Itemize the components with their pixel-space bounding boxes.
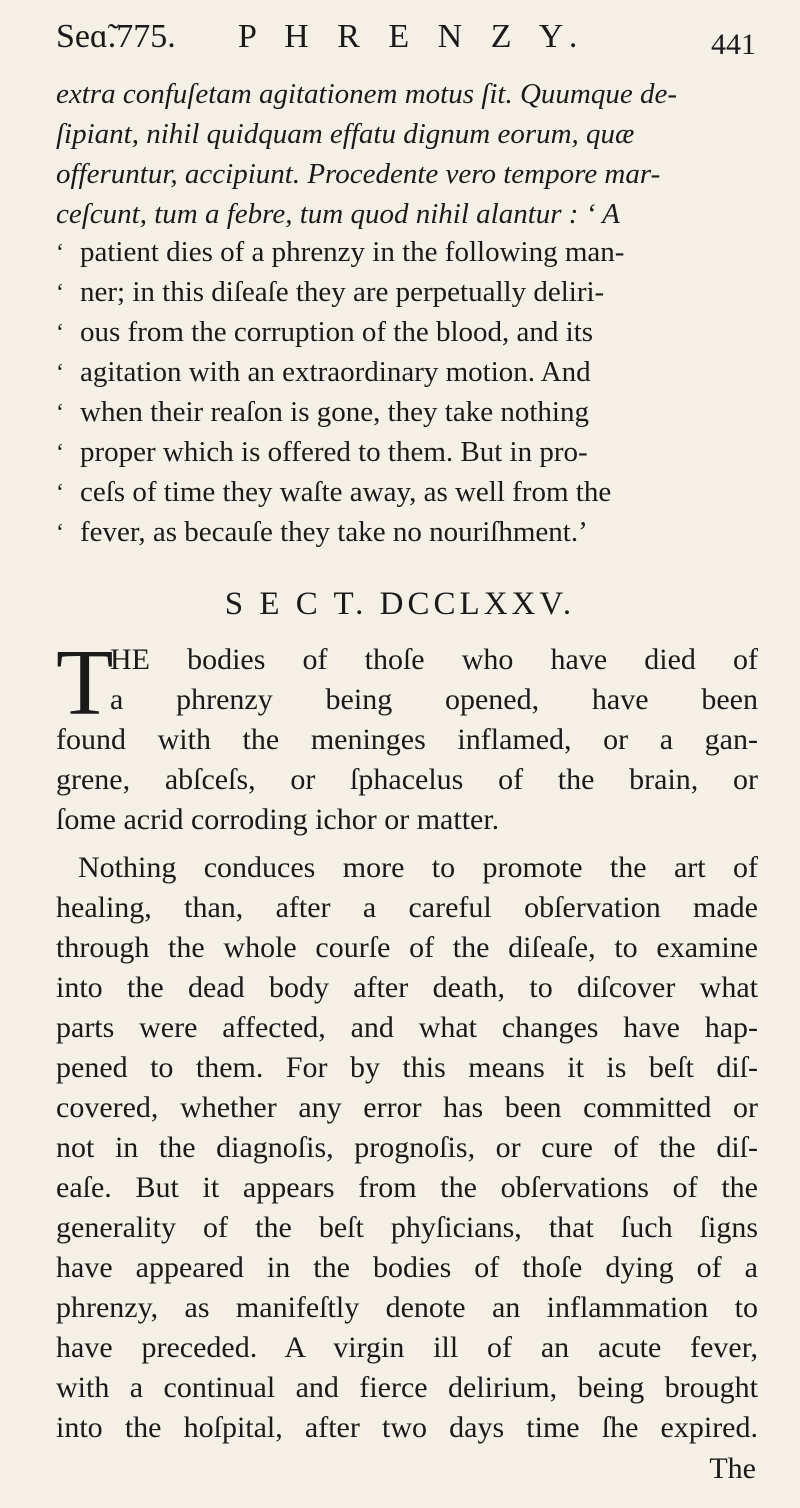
latin-line: ceſcunt, tum a febre, tum quod nihil alantur : ‘ A [56,198,620,230]
paragraph-line: parts were affected, and what changes have hap- [56,1011,758,1044]
quote-mark: ‘ [56,280,64,306]
latin-line: offeruntur, accipiunt. Procedente vero tempore mar- [56,158,661,190]
quote-mark: ‘ [56,520,64,546]
quote-mark: ‘ [56,480,64,506]
quote-line: ceſs of time they waſte away, as well from the [80,476,612,508]
quote-line: ous from the corruption of the blood, and its [80,316,594,348]
paragraph-line: with a continual and fierce delirium, being brought [56,1371,758,1404]
latin-line: extra confuſetam agitationem motus ſit. Quumque de- [56,78,677,110]
paragraph-line: grene, abſceſs, or ſphacelus of the brain, or [56,763,758,796]
paragraph-line: covered, whether any error has been committed or [56,1091,758,1124]
latin-line: ſipiant, nihil quidquam effatu dignum eorum, quæ [56,118,635,150]
quote-line: when their reaſon is gone, they take nothing [80,396,589,428]
paragraph-line: pened to them. For by this means it is beſt diſ- [56,1051,758,1084]
paragraph-line: into the dead body after death, to diſcover what [56,971,758,1004]
paragraph-line: Nothing conduces more to promote the art of [78,851,758,884]
paragraph-line: eaſe. But it appears from the obſervations of the [56,1171,758,1204]
paragraph-line: healing, than, after a careful obſervation made [56,891,758,924]
paragraph-line: through the whole courſe of the diſeaſe, to examine [56,931,758,964]
paragraph-commentary [56,848,758,1448]
quote-mark: ‘ [56,440,64,466]
quote-mark: ‘ [56,320,64,346]
paragraph-line: not in the diagnoſis, prognoſis, or cure of the diſ- [56,1131,758,1164]
quote-mark: ‘ [56,240,64,266]
drop-cap: T [56,631,114,735]
running-title: P H R E N Z Y. [238,18,588,55]
quote-line: ner; in this diſeaſe they are perpetually deliri- [80,276,605,308]
quote-line: fever, as becauſe they take no nouriſhment.’ [80,516,588,548]
paragraph-line: into the hoſpital, after two days time ſhe expired. [56,1411,758,1444]
section-reference: Seɑ̃.775. [56,18,176,55]
paragraph-line: a phrenzy being opened, have been [110,683,758,716]
paragraph-line: HE bodies of thoſe who have died of [110,643,758,676]
paragraph-line: have preceded. A virgin ill of an acute fever, [56,1331,758,1364]
paragraph-aphorism [56,640,758,840]
quote-line: agitation with an extraordinary motion. And [80,356,591,388]
quote-line: proper which is offered to them. But in pro- [80,436,588,468]
paragraph-line: phrenzy, as manifeſtly denote an inflammation to [56,1291,758,1324]
quote-mark: ‘ [56,360,64,386]
quote-mark: ‘ [56,400,64,426]
running-header [56,8,756,68]
paragraph-line: generality of the beſt phyſicians, that ſuch ſigns [56,1211,758,1244]
paragraph-line: have appeared in the bodies of thoſe dying of a [56,1251,758,1284]
paragraph-line: found with the meninges inflamed, or a gan- [56,723,758,756]
quote-line: patient dies of a phrenzy in the following man- [80,236,625,268]
section-heading: S E C T. DCCLXXV. [224,586,576,622]
paragraph-line: ſome acrid corroding ichor or matter. [56,803,500,836]
page-number: 441 [711,28,756,61]
catchword: The [709,1452,756,1485]
